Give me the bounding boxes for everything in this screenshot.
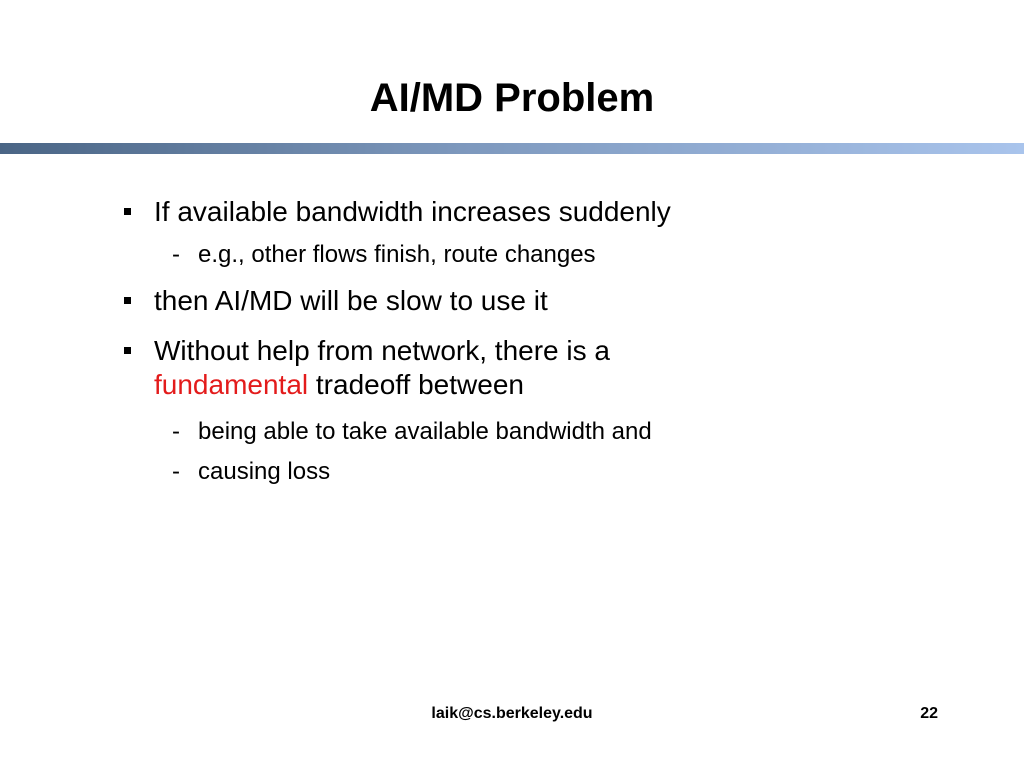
sub-bullet-text: e.g., other flows finish, route changes <box>198 241 596 268</box>
dash-marker: - <box>172 458 180 485</box>
sub-bullet-text: causing loss <box>198 458 331 485</box>
bullet-text-rest: tradeoff between <box>308 369 524 400</box>
bullet-text: If available bandwidth increases suddenly <box>154 196 671 227</box>
square-bullet-icon <box>124 347 131 354</box>
bullet-text: Without help from network, there is a <box>154 335 610 366</box>
dash-marker: - <box>172 241 180 268</box>
square-bullet-icon <box>124 297 131 304</box>
sub-bullet-item <box>172 458 330 486</box>
sub-bullet-item <box>172 241 596 269</box>
page-number: 22 <box>920 705 938 722</box>
emphasis-text: fundamental <box>154 369 309 400</box>
footer-email: laik@cs.berkeley.edu <box>431 705 593 722</box>
title-divider <box>0 143 1024 154</box>
square-bullet-icon <box>124 208 131 215</box>
sub-bullet-text: being able to take available bandwidth and <box>198 418 652 445</box>
sub-bullet-item <box>172 418 652 446</box>
bullet-text: then AI/MD will be slow to use it <box>154 285 548 316</box>
slide-title: AI/MD Problem <box>369 76 655 120</box>
dash-marker: - <box>172 418 180 445</box>
bullet-text-continued <box>154 369 524 401</box>
